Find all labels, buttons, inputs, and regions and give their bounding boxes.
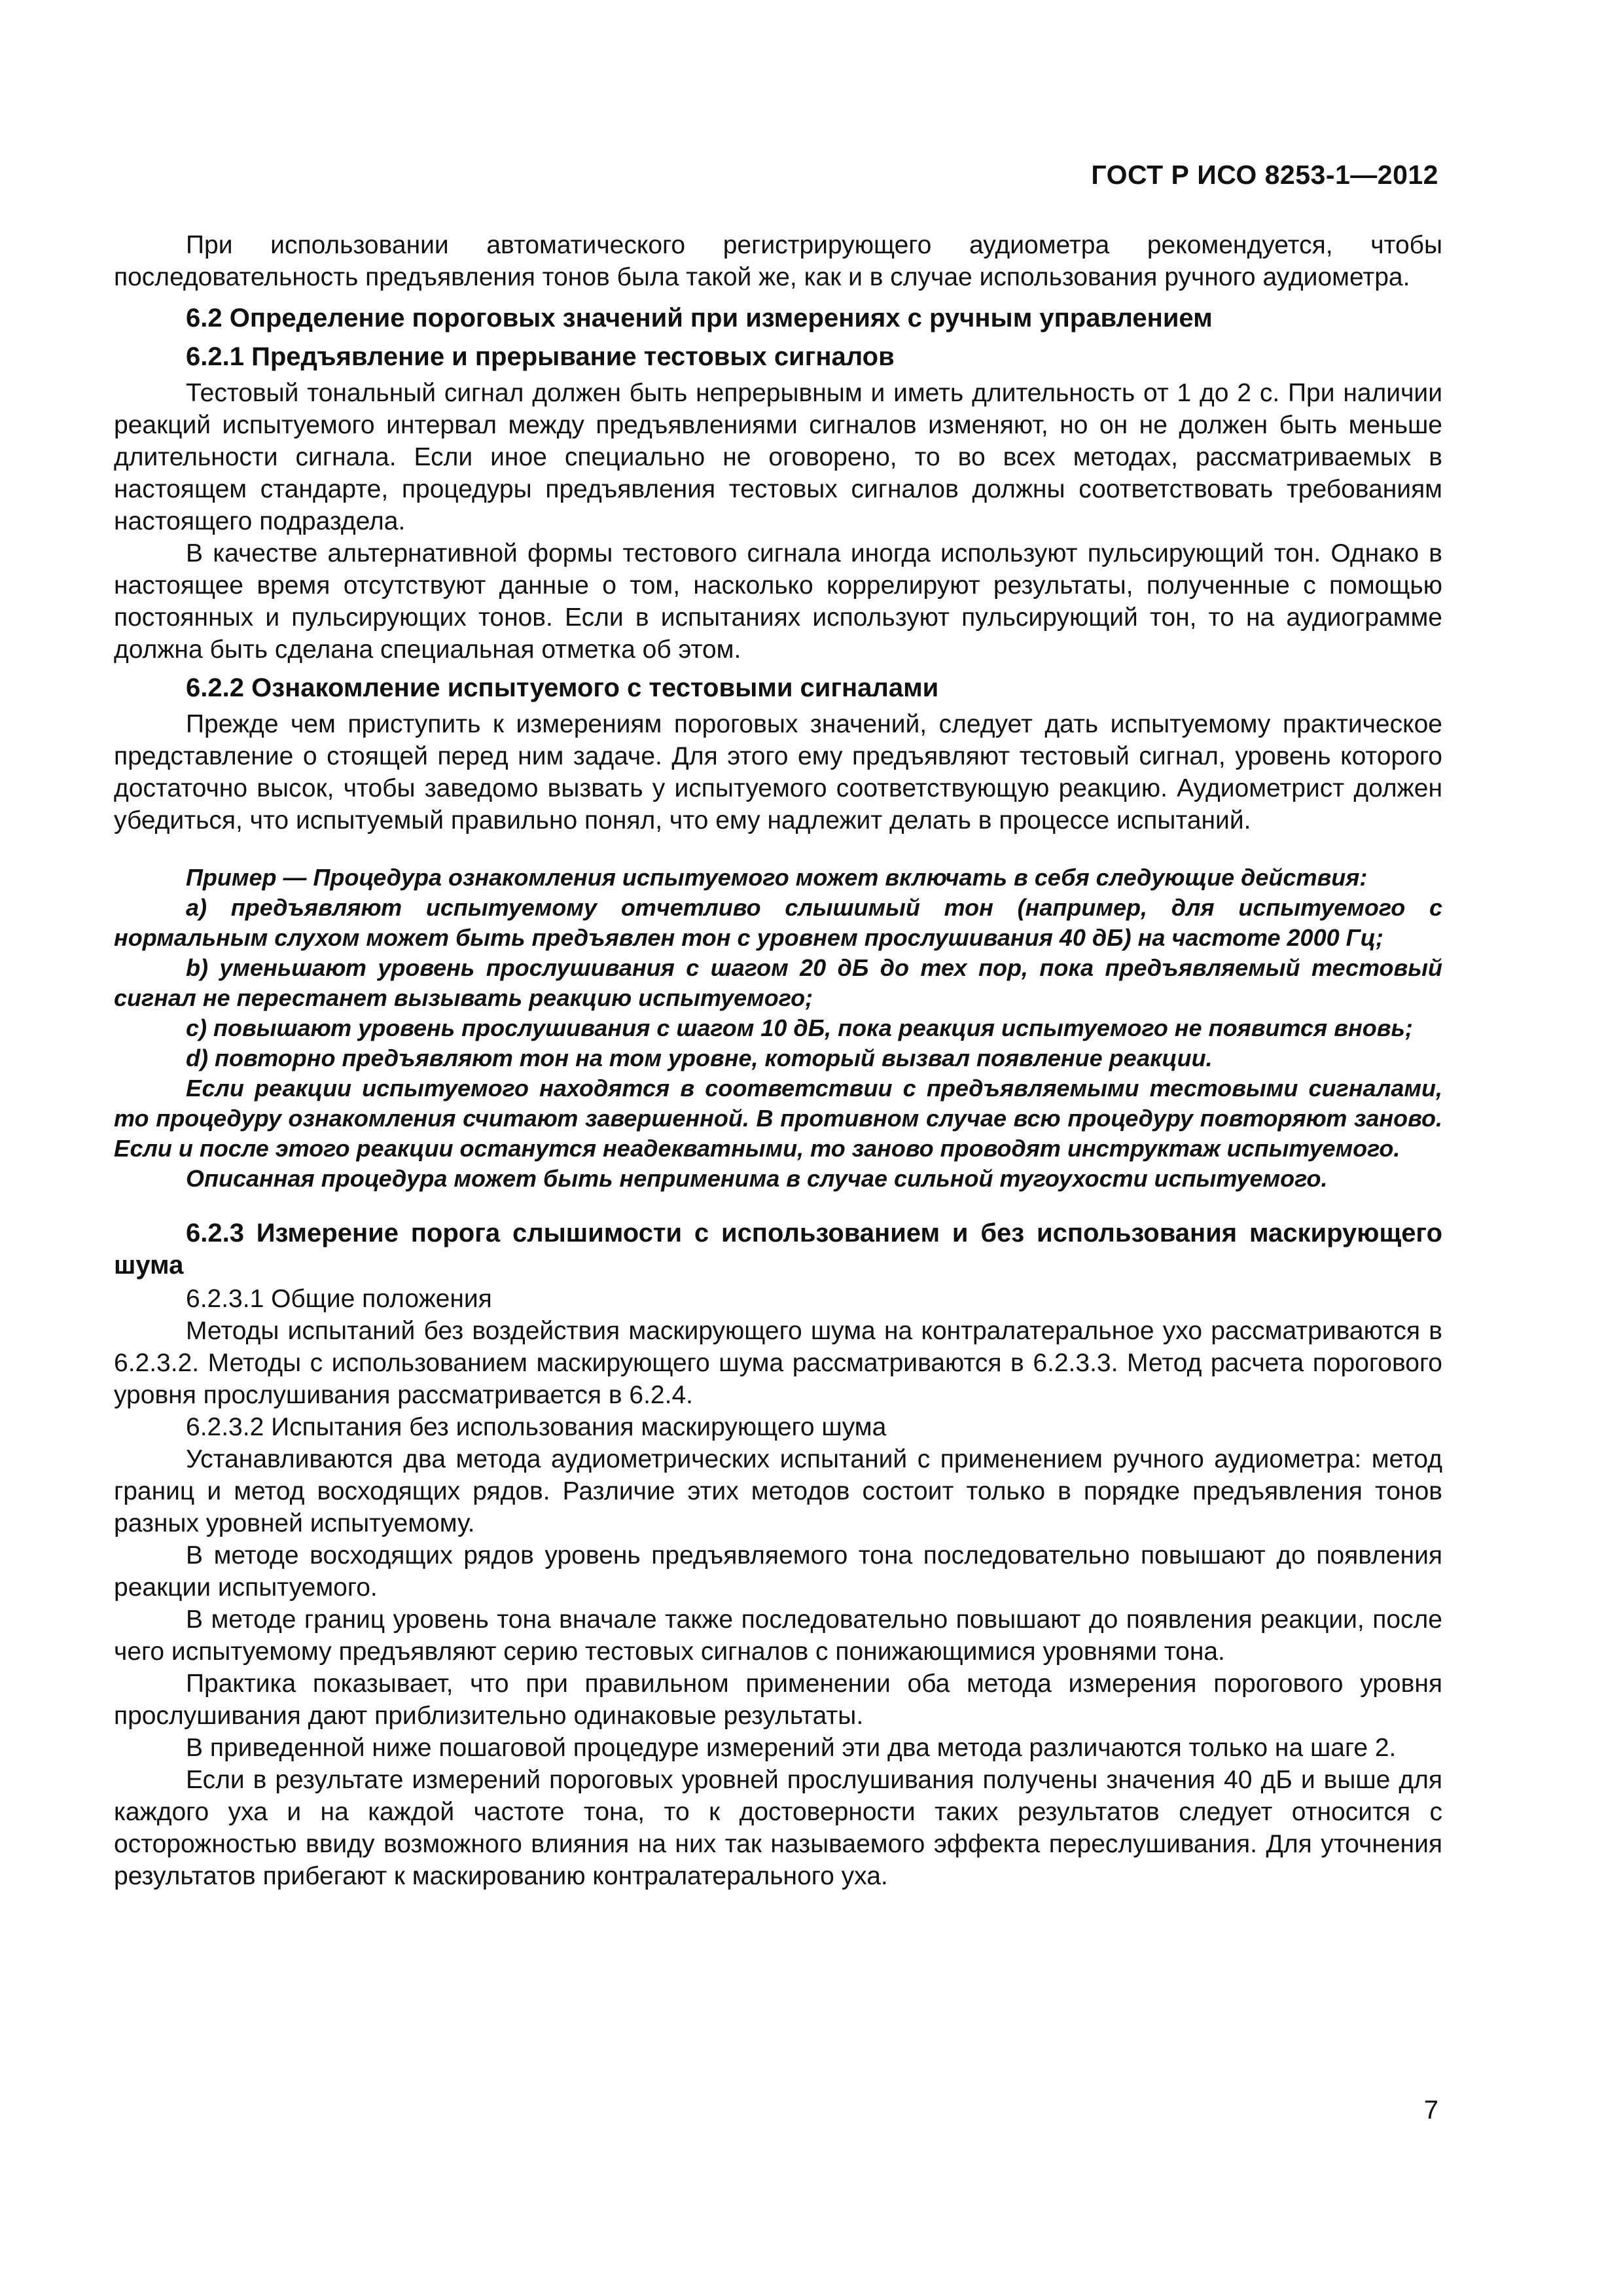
example-note: Описанная процедура может быть неприменима в случае сильной тугоухости испытуемого. — [186, 1165, 1328, 1192]
example-after: Если реакции испытуемого находятся в соответствии с предъявляемыми тестовыми сигналами, то процедуру ознакомления считают завершенной. В противном случае всю процедуру повторяют заново. Если и после этого реакции останутся неадекватными, то заново проводят инструктаж испытуемого. — [114, 1075, 1442, 1162]
example-item-a: a) предъявляют испытуемому отчетливо слышимый тон (например, для испытуемого с нормальным слухом может быть предъявлен тон с уровнем прослушивания 40 дБ) на частоте 2000 Гц; — [114, 894, 1442, 951]
section-6-2-3-2-paragraph-1: Устанавливаются два метода аудиометрических испытаний с применением ручного аудиометра: метод границ и метод восходящих рядов. Различие этих методов состоит только в порядке предъявления тонов разных уровней испытуемому. — [114, 1445, 1442, 1537]
example-item-d: d) повторно предъявляют тон на том уровне, который вызвал появление реакции. — [186, 1045, 1213, 1071]
section-6-2-heading: 6.2 Определение пороговых значений при измерениях с ручным управлением — [186, 304, 1213, 332]
section-6-2-2-paragraph-1: Прежде чем приступить к измерениям пороговых значений, следует дать испытуемому практическое представление о стоящей перед ним задаче. Для этого ему предъявляют тестовый сигнал, уровень которого достаточно высок, чтобы заведомо вызвать у испытуемого соответствующую реакцию. Аудиометрист должен убедиться, что испытуемый правильно понял, что ему надлежит делать в процессе испытаний. — [114, 710, 1442, 834]
section-6-2-3-2-paragraph-6: Если в результате измерений пороговых уровней прослушивания получены значения 40 дБ и выше для каждого уха и на каждой частоте тона, то к достоверности таких результатов следует относится с осторожностью ввиду возможного влияния на них так называемого эффекта переслушивания. Для уточнения результатов прибегают к маскированию контралатерального уха. — [114, 1766, 1442, 1890]
example-intro: Пример — Процедура ознакомления испытуемого может включать в себя следующие действия: — [186, 864, 1368, 891]
section-6-2-3-2-paragraph-5: В приведенной ниже пошаговой процедуре измерений эти два метода различаются только на шаге 2. — [186, 1734, 1397, 1762]
example-block — [114, 863, 1442, 1194]
section-6-2-3-2-paragraph-4: Практика показывает, что при правильном применении оба метода измерения порогового уровня прослушивания дают приблизительно одинаковые результаты. — [114, 1670, 1442, 1730]
section-6-2-3-heading: 6.2.3 Измерение порога слышимости с использованием и без использования маскирующего шума — [114, 1219, 1442, 1280]
section-6-2-1-paragraph-2: В качестве альтернативной формы тестового сигнала иногда используют пульсирующий тон. Однако в настоящее время отсутствуют данные о том, насколько коррелируют результаты, полученные с помощью постоянных и пульсирующих тонов. Если в испытаниях используют пульсирующий тон, то на аудиограмме должна быть сделана специальная отметка об этом. — [114, 539, 1442, 664]
section-6-2-1-heading: 6.2.1 Предъявление и прерывание тестовых сигналов — [186, 342, 895, 371]
intro-paragraph: При использовании автоматического регистрирующего аудиометра рекомендуется, чтобы последовательность предъявления тонов была такой же, как и в случае использования ручного аудиометра. — [114, 231, 1442, 291]
section-6-2-3-1-heading: 6.2.3.1 Общие положения — [186, 1285, 492, 1313]
example-item-b: b) уменьшают уровень прослушивания с шагом 20 дБ до тех пор, пока предъявляемый тестовый сигнал не перестанет вызывать реакцию испытуемого; — [114, 954, 1442, 1011]
example-item-c: c) повышают уровень прослушивания с шагом 10 дБ, пока реакция испытуемого не появится вновь; — [186, 1014, 1413, 1041]
section-6-2-3-2-paragraph-2: В методе восходящих рядов уровень предъявляемого тона последовательно повышают до появления реакции испытуемого. — [114, 1541, 1442, 1602]
section-6-2-3-2-heading: 6.2.3.2 Испытания без использования маскирующего шума — [186, 1413, 887, 1441]
document-code: ГОСТ Р ИСО 8253-1—2012 — [1091, 160, 1438, 190]
section-6-2-1-paragraph-1: Тестовый тональный сигнал должен быть непрерывным и иметь длительность от 1 до 2 с. При наличии реакций испытуемого интервал между предъявлениями сигналов изменяют, но он не должен быть меньше длительности сигнала. Если иное специально не оговорено, то во всех методах, рассматриваемых в настоящем стандарте, процедуры предъявления тестовых сигналов должны соответствовать требованиям настоящего подраздела. — [114, 379, 1442, 535]
section-6-2-3-1-paragraph: Методы испытаний без воздействия маскирующего шума на контралатеральное ухо рассматриваются в 6.2.3.2. Методы с использованием маскирующего шума рассматриваются в 6.2.3.3. Метод расчета порогового уровня прослушивания рассматривается в 6.2.4. — [114, 1317, 1442, 1409]
section-6-2-3-2-paragraph-3: В методе границ уровень тона вначале также последовательно повышают до появления реакции, после чего испытуемому предъявляют серию тестовых сигналов с понижающимися уровнями тона. — [114, 1605, 1442, 1666]
page-number: 7 — [1423, 2096, 1438, 2125]
page-content — [114, 229, 1442, 1892]
section-6-2-2-heading: 6.2.2 Ознакомление испытуемого с тестовыми сигналами — [186, 673, 939, 702]
